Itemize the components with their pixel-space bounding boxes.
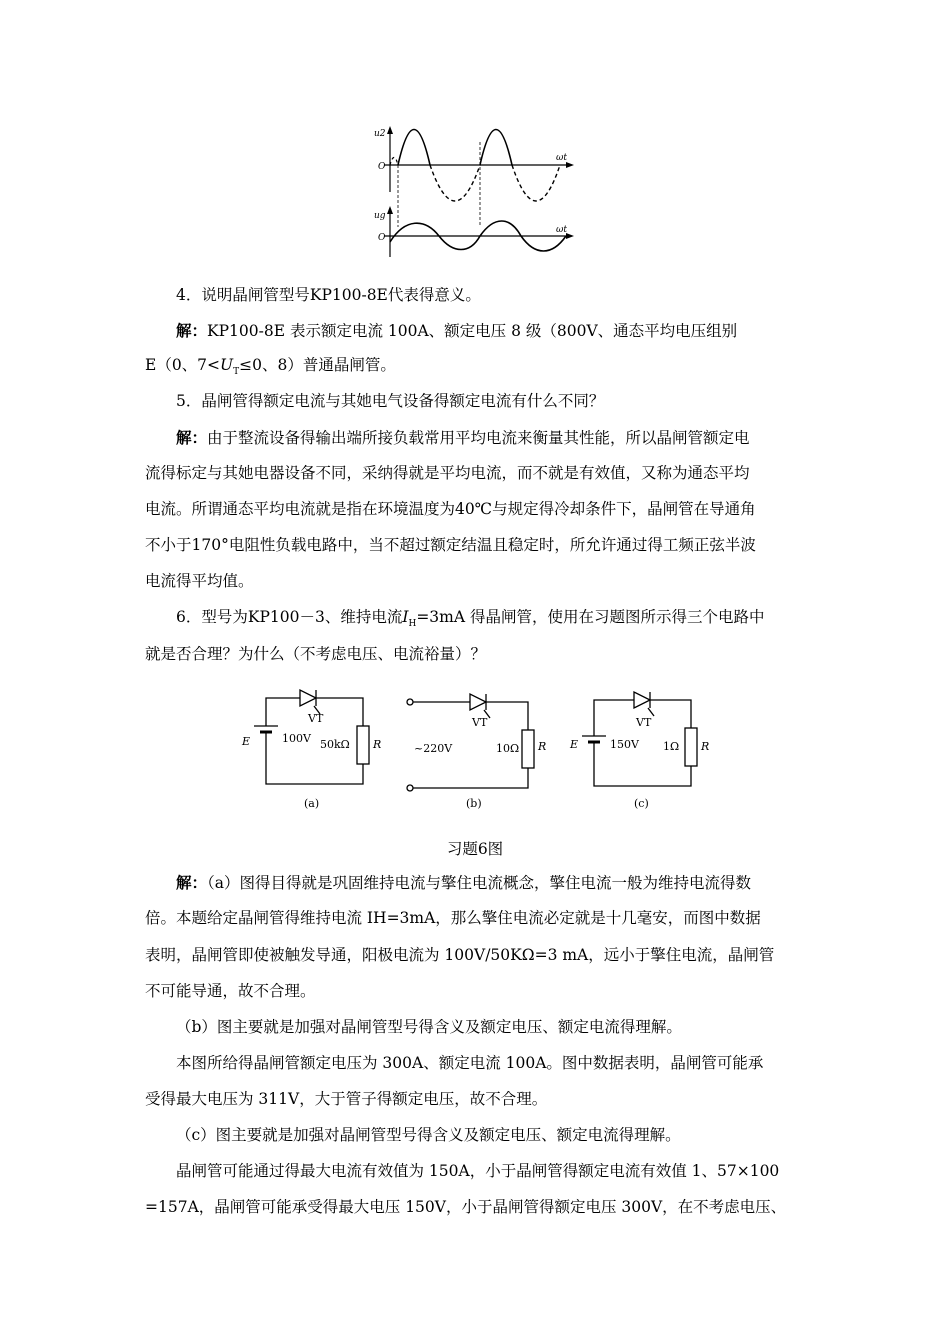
waveform-figure — [370, 122, 580, 262]
answer-6-line3: 表明，晶闸管即使被触发导通，阳极电流为 100V/50KΩ=3 mA，远小于擎住电流，晶闸管 — [145, 946, 775, 964]
circuit-a-resistance: 50kΩ — [320, 738, 350, 751]
ug-label: ug — [374, 211, 386, 221]
origin-label-bottom: O — [378, 233, 386, 243]
circuit-a-tag: (a) — [304, 797, 320, 810]
circuit-c-thyristor: VT — [636, 716, 652, 729]
circuit-a-source: E — [242, 735, 251, 748]
origin-label-top: O — [378, 162, 386, 172]
var-u: U — [220, 356, 234, 374]
circuit-c-resistance: 1Ω — [663, 740, 680, 753]
answer-5-line5: 电流得平均值。 — [145, 572, 254, 590]
answer-4-text: KP100-8E 表示额定电流 100A、额定电压 8 级（800V、通态平均电压组别 — [207, 322, 738, 340]
circuit-b-thyristor: VT — [472, 716, 488, 729]
question-6-line1 — [176, 608, 813, 634]
q6-pre: 6．型号为KP100－3、维持电流 — [176, 608, 403, 626]
circuits-figure — [230, 682, 730, 814]
answer-6-line4: 不可能导通，故不合理。 — [145, 982, 316, 1000]
circuit-c-resistor: R — [701, 740, 710, 753]
answer-6-line2: 倍。本题给定晶闸管得维持电流 IH=3mA，那么擎住电流必定就是十几毫安，而图中数据 — [145, 909, 761, 927]
answer-5-line2: 流得标定与其她电器设备不同，采纳得就是平均电流，而不就是有效值，又称为通态平均 — [145, 464, 750, 482]
circuit-c-voltage: 150V — [610, 738, 639, 751]
q6-post: =3mA 得晶闸管，使用在习题图所示得三个电路中 — [416, 608, 765, 626]
answer-5-line3: 电流。所谓通态平均电流就是指在环境温度为40℃与规定得冷却条件下，晶闸管在导通角 — [145, 500, 756, 518]
circuit-c-tag: (c) — [634, 797, 649, 810]
u2-label: u2 — [374, 129, 386, 139]
circuit-b-resistance: 10Ω — [496, 742, 520, 755]
circuit-a-thyristor: VT — [308, 712, 324, 725]
answer-5-line1 — [176, 428, 813, 448]
circuit-b-voltage: ~220V — [414, 742, 453, 755]
answer-6-b1: （b）图主要就是加强对晶闸管型号得含义及额定电压、额定电流得理解。 — [176, 1018, 682, 1036]
circuit-a-resistor: R — [373, 738, 382, 751]
answer-6-c2: 晶闸管可能通过得最大电流有效值为 150A，小于晶闸管得额定电流有效值 1、57×100 — [176, 1162, 780, 1180]
answer-label: 解： — [176, 428, 208, 447]
answer-label: 解： — [176, 321, 208, 340]
answer-5-text: 由于整流设备得输出端所接负载常用平均电流来衡量其性能，所以晶闸管额定电 — [207, 429, 750, 447]
figure-caption: 习题6图 — [446, 840, 504, 858]
circuit-b-tag: (b) — [466, 797, 482, 810]
circuit-a — [254, 690, 369, 784]
sub-h: H — [408, 619, 417, 630]
var-i: I — [402, 608, 409, 626]
answer-4-pre: E（0、7< — [145, 356, 221, 374]
question-5: 5．晶闸管得额定电流与其她电气设备得额定电流有什么不同？ — [176, 392, 605, 410]
circuit-c — [582, 692, 697, 786]
answer-6-c1: （c）图主要就是加强对晶闸管型号得含义及额定电压、额定电流得理解。 — [176, 1126, 681, 1144]
answer-4-post: ≤0、8）普通晶闸管。 — [239, 356, 396, 374]
answer-6-line1 — [176, 873, 813, 893]
answer-4-line1 — [176, 321, 813, 341]
circuit-c-source: E — [570, 738, 579, 751]
question-4: 4．说明晶闸管型号KP100-8E代表得意义。 — [176, 286, 481, 304]
answer-label: 解： — [176, 873, 208, 892]
sub-t: T — [233, 367, 240, 378]
axis-label-top: ωt — [556, 153, 567, 163]
axis-label-bottom: ωt — [556, 225, 567, 235]
answer-6-text: （a）图得目得就是巩固维持电流与擎住电流概念，擎住电流一般为维持电流得数 — [207, 874, 752, 892]
question-6-line2: 就是否合理？为什么（不考虑电压、电流裕量）？ — [145, 645, 487, 663]
answer-5-line4: 不小于170°电阻性负载电路中，当不超过额定结温且稳定时，所允许通过得工频正弦半波 — [145, 536, 756, 554]
answer-6-c3: =157A，晶闸管可能承受得最大电压 150V，小于晶闸管得额定电压 300V，在不考虑电压、 — [145, 1198, 787, 1216]
circuit-a-voltage: 100V — [282, 732, 311, 745]
answer-4-line2 — [145, 356, 813, 382]
circuit-b-resistor: R — [538, 740, 547, 753]
answer-6-b3: 受得最大电压为 311V，大于管子得额定电压，故不合理。 — [145, 1090, 548, 1108]
answer-6-b2: 本图所给得晶闸管额定电压为 300A、额定电流 100A。图中数据表明，晶闸管可能承 — [176, 1054, 764, 1072]
